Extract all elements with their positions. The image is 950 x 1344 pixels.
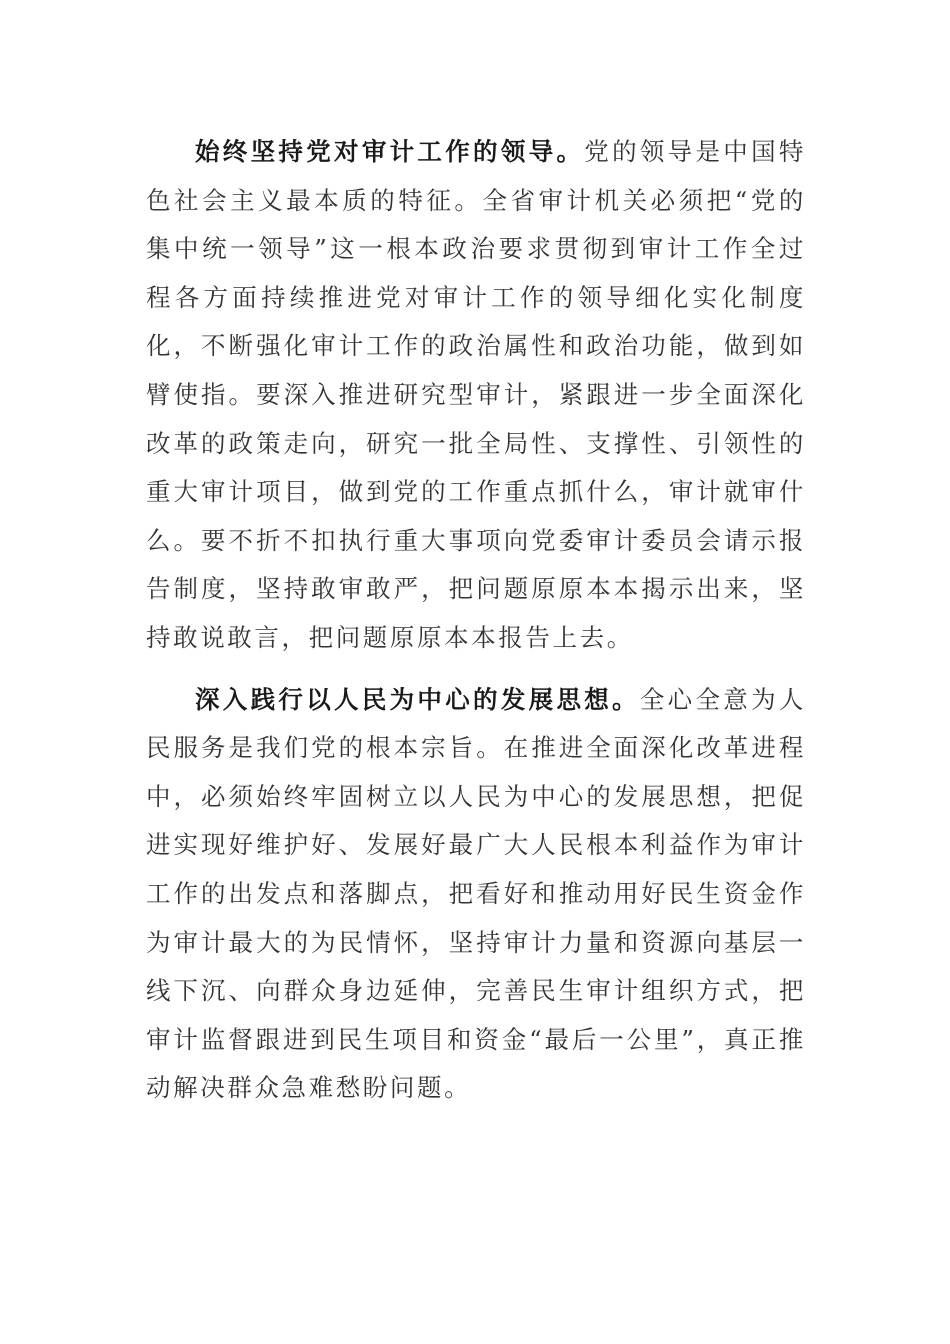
- paragraph-party-leadership: [146, 128, 806, 663]
- paragraph-lead: 始终坚持党对审计工作的领导。: [195, 137, 585, 166]
- document-page: [146, 128, 806, 1126]
- paragraph-lead: 深入践行以人民为中心的发展思想。: [195, 684, 640, 714]
- paragraph-people-centered: [146, 676, 806, 1113]
- paragraph-body: 全心全意为人民服务是我们党的根本宗旨。在推进全面深化改革进程中，必须始终牢固树立以人民为中心的发展思想，把促进实现好维护好、发展好最广大人民根本利益作为审计工作的出发点和落脚点，把看好和推动用好民生资金作为审计最大的为民情怀，坚持审计力量和资源向基层一线下沉、向群众身边延伸，完善民生审计组织方式，把审计监督跟进到民生项目和资金“最后一公里”，真正推动解决群众急难愁盼问题。: [146, 684, 806, 1103]
- paragraph-body: 党的领导是中国特色社会主义最本质的特征。全省审计机关必须把“党的集中统一领导”这一根本政治要求贯彻到审计工作全过程各方面持续推进党对审计工作的领导细化实化制度化，不断强化审计工作的政治属性和政治功能，做到如臂使指。要深入推进研究型审计，紧跟进一步全面深化改革的政策走向，研究一批全局性、支撑性、引领性的重大审计项目，做到党的工作重点抓什么，审计就审什么。要不折不扣执行重大事项向党委审计委员会请示报告制度，坚持敢审敢严，把问题原原本本揭示出来，坚持敢说敢言，把问题原原本本报告上去。: [146, 137, 806, 652]
